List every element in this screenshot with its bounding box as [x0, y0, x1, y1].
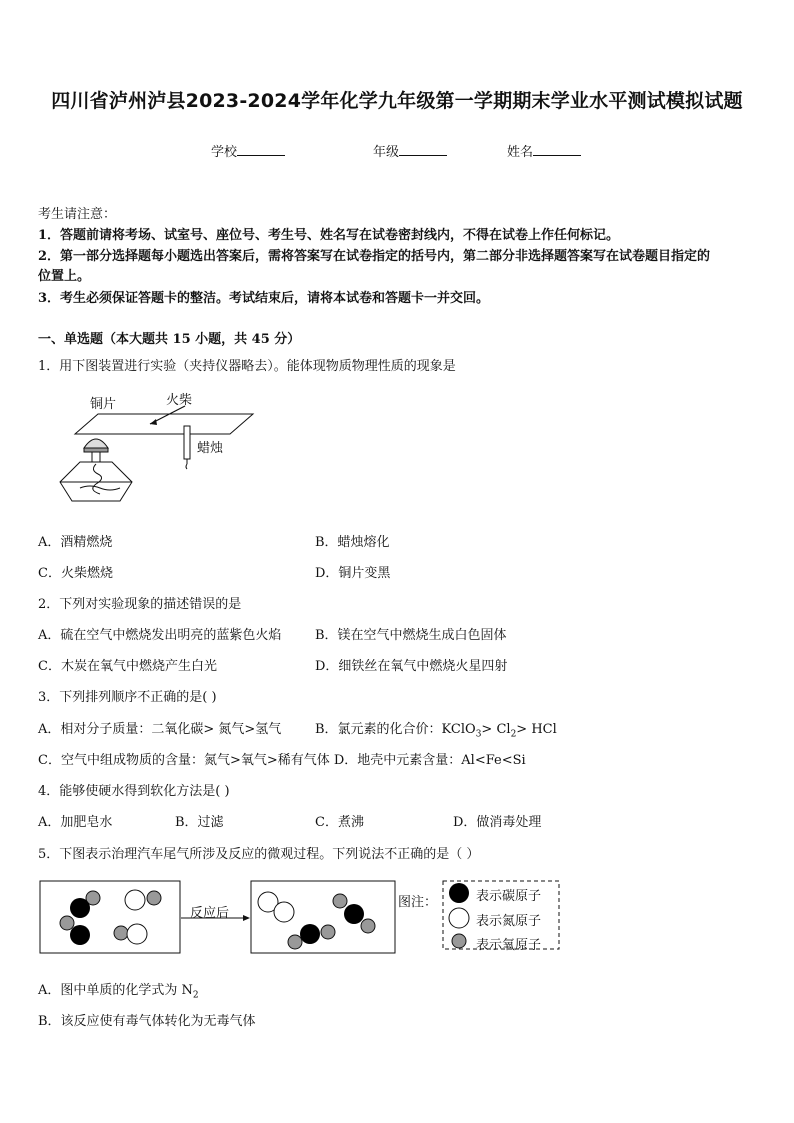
name-blank	[533, 143, 581, 156]
arrow-label: 反应后	[190, 906, 230, 921]
q1-option-d: D．铜片变黑	[315, 566, 391, 581]
q4-option-c: C．煮沸	[315, 815, 364, 830]
page-title: 四川省泸州泸县2023-2024学年化学九年级第一学期期末学业水平测试模拟试题	[51, 90, 743, 112]
school-blank	[237, 143, 285, 156]
q1-option-c: C．火柴燃烧	[38, 566, 113, 581]
grade-label: 年级	[373, 145, 400, 160]
q2-option-a: A．硫在空气中燃烧发出明亮的蓝紫色火焰	[38, 628, 282, 643]
legend-carbon: 表示碳原子	[476, 889, 542, 904]
q4-option-b: B．过滤	[175, 815, 224, 830]
q3-option-b-prefix: B．氯元素的化合价：KClO	[315, 722, 476, 737]
q4-option-a: A．加肥皂水	[38, 815, 113, 830]
notice-item-2-cont: 位置上。	[38, 269, 91, 284]
q3-option-b-sub1: 3	[475, 729, 482, 740]
legend-oxygen: 表示氧原子	[476, 938, 542, 953]
question-3-stem: 3．下列排列顺序不正确的是( )	[38, 690, 217, 705]
q3-option-b-mid: > Cl	[481, 722, 511, 737]
label-match: 火柴	[166, 393, 193, 408]
question-4-stem: 4．能够使硬水得到软化方法是( )	[38, 784, 230, 799]
q4-option-d: D．做消毒处理	[453, 815, 542, 830]
name-label: 姓名	[507, 145, 534, 160]
legend-title: 图注：	[398, 895, 438, 910]
q2-option-b: B．镁在空气中燃烧生成白色固体	[315, 628, 507, 643]
q2-option-d: D．细铁丝在氧气中燃烧火星四射	[315, 659, 508, 674]
q5-option-a	[38, 979, 199, 1001]
question-2-stem: 2．下列对实验现象的描述错误的是	[38, 597, 242, 612]
question-5-stem: 5．下图表示治理汽车尾气所涉及反应的微观过程。下列说法不正确的是（ ）	[38, 847, 480, 862]
label-copper: 铜片	[90, 397, 117, 412]
q3-option-a: A．相对分子质量：二氧化碳> 氮气>氢气	[38, 722, 282, 737]
notice-item-2: 2．第一部分选择题每小题选出答案后，需将答案写在试卷指定的括号内，第二部分非选择题答案写在试卷题目指定的	[38, 249, 711, 264]
q3-option-b-suffix: > HCl	[516, 722, 557, 737]
q5-option-a-sub: 2	[192, 990, 199, 1001]
q3-option-b	[315, 718, 557, 740]
question-1-stem: 1．用下图装置进行实验（夹持仪器略去）。能体现物质物理性质的现象是	[38, 359, 456, 374]
grade-blank	[399, 143, 447, 156]
section-heading: 一、单选题（本大题共 15 小题，共 45 分）	[38, 332, 301, 347]
notice-item-1: 1．答题前请将考场、试室号、座位号、考生号、姓名写在试卷密封线内，不得在试卷上作任何标记。	[38, 228, 620, 243]
grade-field	[373, 141, 447, 160]
q5-option-b: B．该反应使有毒气体转化为无毒气体	[38, 1014, 256, 1029]
school-field	[211, 141, 285, 160]
q2-option-c: C．木炭在氧气中燃烧产生白光	[38, 659, 217, 674]
q1-option-b: B．蜡烛熔化	[315, 535, 390, 550]
school-label: 学校	[211, 145, 238, 160]
label-candle: 蜡烛	[197, 441, 224, 456]
legend-nitrogen: 表示氮原子	[476, 914, 542, 929]
question-1-figure	[40, 384, 270, 509]
q5-option-a-text: A．图中单质的化学式为 N	[38, 983, 193, 998]
q3-option-b-sub2: 2	[510, 729, 517, 740]
notice-heading: 考生请注意：	[38, 207, 117, 222]
name-field	[507, 141, 581, 160]
q1-option-a: A．酒精燃烧	[38, 535, 113, 550]
notice-item-3: 3．考生必须保证答题卡的整洁。考试结束后，请将本试卷和答题卡一并交回。	[38, 291, 490, 306]
q3-option-cd: C．空气中组成物质的含量：氮气>氧气>稀有气体 D．地壳中元素含量：Al<Fe<Si	[38, 753, 526, 768]
